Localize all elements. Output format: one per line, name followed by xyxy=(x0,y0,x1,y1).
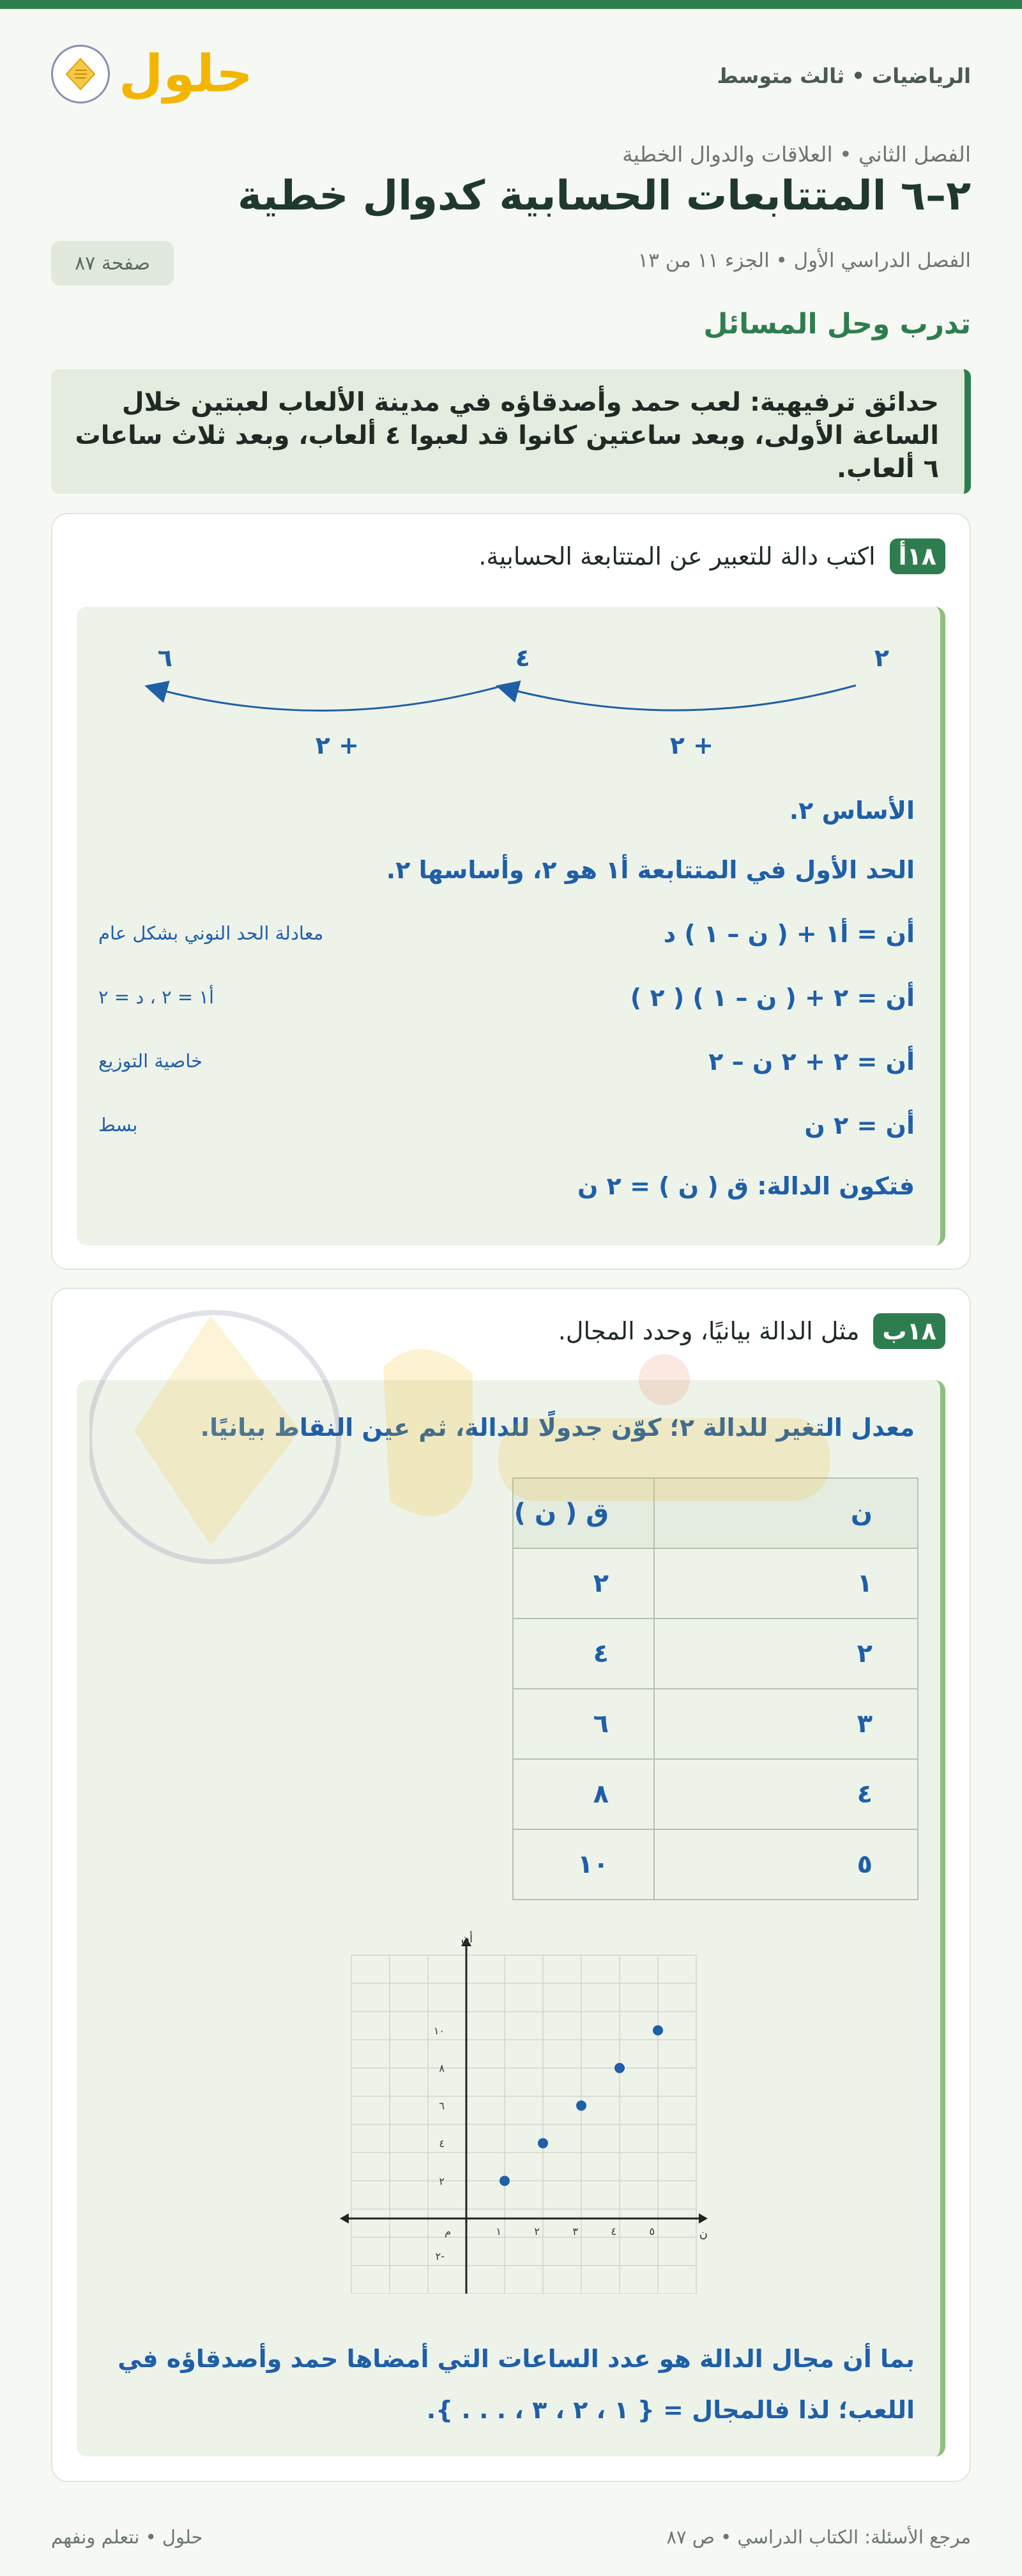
domain-conclusion-line-1: بما أن مجال الدالة هو عدد الساعات التي أمضاها حمد وأصدقاؤه في xyxy=(118,2345,915,2373)
question-card-18b xyxy=(51,1288,971,2482)
logo-emblem-icon xyxy=(51,45,110,103)
y-tick-label: ٤ xyxy=(439,2137,445,2150)
question-prompt: مثل الدالة بيانيًا، وحدد المجال. xyxy=(558,1317,860,1345)
answer-panel xyxy=(77,607,945,1246)
x-tick-label: ٥ xyxy=(649,2225,655,2238)
x-axis-arrow xyxy=(699,2213,708,2223)
arrow-4-to-6 xyxy=(148,687,500,711)
step-note-2: أ١ = ٢ ، د = ٢ xyxy=(98,986,214,1008)
table-cell: ١ xyxy=(654,1548,918,1619)
table-row xyxy=(513,1829,918,1900)
function-table xyxy=(512,1477,919,1900)
question-header xyxy=(478,538,945,574)
x-tick-label: ٣ xyxy=(572,2225,578,2238)
domain-conclusion-line-2: اللعب؛ لذا فالمجال = { ١ ، ٢ ، ٣ ، . . . }. xyxy=(426,2396,915,2424)
table-cell: ٤ xyxy=(654,1759,918,1829)
scatter-chart xyxy=(326,1923,709,2294)
step-equation-4: أن = ٢ ن xyxy=(804,1111,915,1139)
x-axis-label: ن xyxy=(699,2227,708,2241)
difference-label-2: + ٢ xyxy=(315,731,359,759)
sequence-term-1: ٢ xyxy=(874,644,889,672)
sequence-term-3: ٦ xyxy=(157,644,172,672)
x-tick-label: ٤ xyxy=(611,2225,616,2238)
table-row xyxy=(513,1689,918,1759)
page-number-badge: صفحة ٨٧ xyxy=(51,241,174,286)
table-row xyxy=(513,1548,918,1619)
step-note-4: بسط xyxy=(98,1114,138,1136)
footer-reference: مرجع الأسئلة: الكتاب الدراسي • ص ٨٧ xyxy=(666,2526,971,2548)
table-row xyxy=(513,1619,918,1689)
table-header-n: ن xyxy=(654,1478,918,1548)
common-difference: الأساس ٢. xyxy=(789,796,915,825)
question-header xyxy=(558,1313,945,1349)
origin-label: م xyxy=(445,2225,451,2238)
data-point xyxy=(614,2063,625,2073)
data-point xyxy=(576,2101,586,2111)
table-header-fn: ق ( ن ) xyxy=(513,1478,654,1548)
rate-of-change-intro: معدل التغير للدالة ٢؛ كوّن جدولًا للدالة، ثم عين النقاط بيانيًا. xyxy=(200,1414,915,1442)
step-note-3: خاصية التوزيع xyxy=(98,1050,203,1072)
question-prompt: اكتب دالة للتعبير عن المتتابعة الحسابية. xyxy=(478,542,876,570)
problem-statement: حدائق ترفيهية: لعب حمد وأصدقاؤه في مدينة الألعاب لعبتين خلال الساعة الأولى، وبعد ساعتين كانوا قد لعبوا ٤ ألعاب، وبعد ثلاث ساعات ٦ ألعاب. xyxy=(51,369,971,494)
function-result: فتكون الدالة: ق ( ن ) = ٢ ن xyxy=(577,1172,915,1200)
step-equation-3: أن = ٢ + ٢ ن – ٢ xyxy=(708,1048,915,1076)
question-number-badge: ١٨أ xyxy=(890,538,945,574)
step-equation-2: أن = ٢ + ( ن – ١ ) ( ٢ ) xyxy=(630,984,915,1012)
difference-label-1: + ٢ xyxy=(669,731,713,759)
first-term-statement: الحد الأول في المتتابعة أ١ هو ٢، وأساسها ٢. xyxy=(386,856,915,884)
step-equation-1: أن = أ١ + ( ن – ١ ) د xyxy=(663,920,915,948)
page-header xyxy=(51,38,971,115)
question-number-badge: ١٨ب xyxy=(873,1313,945,1349)
table-cell: ٤ xyxy=(513,1619,654,1689)
question-card-18a xyxy=(51,513,971,1270)
section-heading: تدرب وحل المسائل xyxy=(703,308,971,340)
table-row xyxy=(513,1759,918,1829)
table-cell: ٨ xyxy=(513,1759,654,1829)
x-axis-arrow-left xyxy=(340,2213,349,2223)
table-cell: ٢ xyxy=(513,1548,654,1619)
y-axis-label: أن xyxy=(461,1932,473,1946)
breadcrumb[interactable]: الفصل الثاني • العلاقات والدوال الخطية xyxy=(622,142,971,167)
step-note-1: معادلة الحد النوني بشكل عام xyxy=(98,922,324,944)
data-point xyxy=(653,2025,663,2036)
x-tick-label: ٢ xyxy=(534,2225,540,2238)
page-meta: الفصل الدراسي الأول • الجزء ١١ من ١٣ xyxy=(637,249,971,272)
y-tick-label: ٢ xyxy=(439,2175,445,2188)
footer-brand: حلول • نتعلم ونفهم xyxy=(51,2526,203,2548)
table-header-row xyxy=(513,1478,918,1548)
sequence-arrows-diagram xyxy=(77,607,922,773)
brand-logo[interactable] xyxy=(51,45,253,103)
table-cell: ٦ xyxy=(513,1689,654,1759)
y-tick-label: ٦ xyxy=(439,2100,445,2112)
logo-wordmark: حلول xyxy=(119,44,253,103)
data-point xyxy=(538,2138,548,2148)
table-cell: ١٠ xyxy=(513,1829,654,1900)
subject-label: الرياضيات • ثالث متوسط xyxy=(717,64,971,88)
table-cell: ٢ xyxy=(654,1619,918,1689)
x-tick-label: ١ xyxy=(496,2225,501,2238)
data-point xyxy=(500,2176,510,2186)
page-title: ٢–٦ المتتابعات الحسابية كدوال خطية xyxy=(238,172,971,220)
top-accent-bar xyxy=(0,0,1022,9)
y-tick-label: -٢ xyxy=(435,2250,445,2263)
y-tick-label: ٨ xyxy=(439,2062,445,2075)
sequence-term-2: ٤ xyxy=(515,644,530,672)
arrow-2-to-4 xyxy=(500,685,856,710)
table-cell: ٥ xyxy=(654,1829,918,1900)
y-tick-label: ١٠ xyxy=(433,2024,445,2037)
answer-panel xyxy=(77,1380,945,2457)
table-cell: ٣ xyxy=(654,1689,918,1759)
